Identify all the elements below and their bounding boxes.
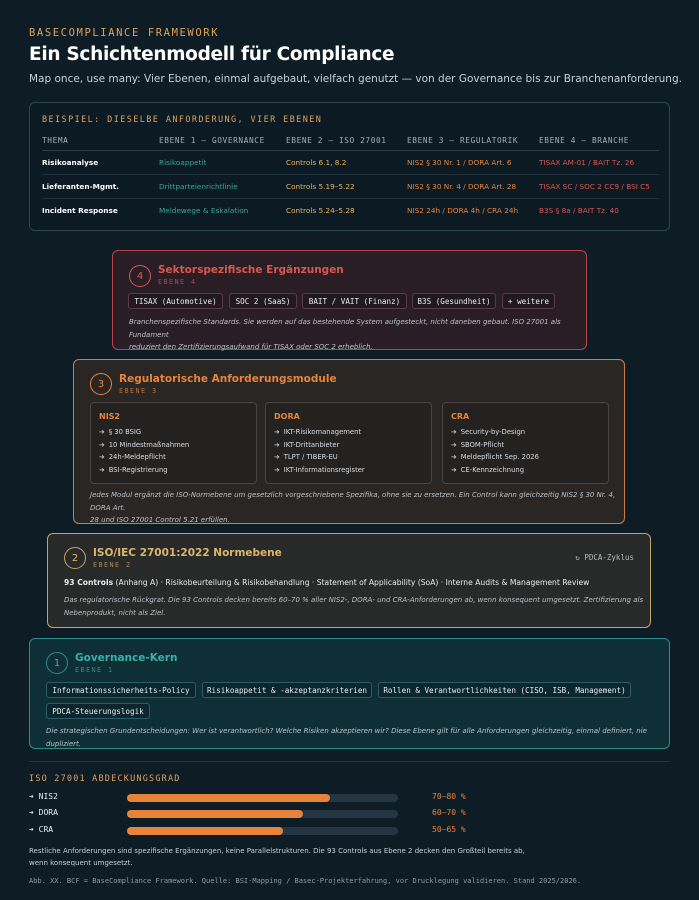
- list-item: ➔ § 30 BSIG: [99, 428, 142, 436]
- layer-number: 2: [64, 547, 86, 569]
- module-name: DORA: [274, 412, 300, 421]
- list-item: ➔ SBOM-Pflicht: [451, 440, 505, 449]
- module-dora: [265, 402, 432, 484]
- table-cell: NIS2 § 30 Nr. 1 / DORA Art. 6: [407, 150, 539, 174]
- table-cell: NIS2 § 30 Nr. 4 / DORA Art. 28: [407, 174, 539, 198]
- layer-description: Die strategischen Grundentscheidungen: Wer ist verantwortlich? Welche Risiken akzeptieren wir? Diese Ebene gilt für alle Anforderungen gleichzeitig, einmal definiert, nie dupliziert.: [46, 727, 647, 748]
- list-item: ➔ CE-Kennzeichnung: [451, 465, 525, 474]
- table-cell: Lieferanten-Mgmt.: [42, 174, 159, 198]
- coverage-label: ➔ DORA: [29, 808, 58, 817]
- module-list: [274, 428, 365, 478]
- table-cell: TISAX AM-01 / BAIT Tz. 26: [539, 150, 659, 174]
- arrow-icon: ➔: [99, 440, 105, 449]
- layer-1-card: [29, 638, 670, 749]
- coverage-label: ➔ CRA: [29, 825, 54, 834]
- arrow-icon: ➔: [451, 453, 457, 461]
- table-cell: Drittparteienrichtlinie: [159, 174, 286, 198]
- layer-description: [129, 316, 586, 354]
- example-title: BEISPIEL: DIESELBE ANFORDERUNG, VIER EBENEN: [42, 115, 323, 125]
- chip-soc2: SOC 2 (SaaS): [229, 293, 297, 309]
- layer-3-card: [73, 359, 625, 524]
- page-subtitle: Map once, use many: Vier Ebenen, einmal aufgebaut, vielfach genutzt — von der Governance bis zur Branchenanforderung.: [29, 73, 682, 85]
- coverage-fill: [127, 810, 303, 818]
- layer-4-card: [112, 250, 587, 350]
- layer-sub: EBENE 3: [119, 387, 158, 395]
- desc-line: Das regulatorische Rückgrat. Die 93 Controls decken bereits 60–70 % aller NIS2-, DORA- und CRA-Anforderungen ab, wenn konsequent umgesetzt. Zertifizierung als: [64, 596, 644, 604]
- chip-risk-appetite: Risikoappetit & -akzeptanzkriterien: [202, 682, 372, 698]
- layer-description: [64, 594, 643, 619]
- arrow-icon: ➔: [274, 440, 280, 449]
- arrow-icon: ➔: [29, 808, 34, 817]
- coverage-track: [127, 827, 398, 835]
- module-list: [451, 428, 539, 478]
- desc-line: Jedes Modul ergänzt die ISO-Normebene um gesetzlich vorgeschriebene Spezifika, ohne sie zu ersetzen. Ein Control kann gleichzeitig NIS2 § 30 Nr. 4, DORA Art.: [90, 491, 616, 512]
- table-cell: NIS2 24h / DORA 4h / CRA 24h: [407, 205, 519, 215]
- layer-sub: EBENE 1: [75, 666, 114, 674]
- arrow-icon: ➔: [29, 792, 34, 801]
- table-cell: Incident Response: [42, 205, 118, 215]
- table-row: [42, 198, 659, 222]
- figure-caption: Abb. XX. BCF = BaseCompliance Framework. Quelle: BSI-Mapping / Basec-Projekterfahrung, vor Drucklegung validieren. Stand 2025/2026.: [29, 877, 582, 885]
- layer-sub: EBENE 4: [158, 278, 197, 286]
- table-cell: Controls 5.24–5.28: [286, 205, 355, 215]
- module-name: NIS2: [99, 412, 120, 421]
- coverage-value: 70–80 %: [432, 792, 466, 801]
- list-item: ➔ Meldepflicht Sep. 2026: [451, 453, 539, 461]
- coverage-value: 60–70 %: [432, 808, 466, 817]
- coverage-fill: [127, 794, 330, 802]
- chip-roles: Rollen & Verantwortlichkeiten (CISO, ISB, Management): [378, 682, 631, 698]
- coverage-label: ➔ NIS2: [29, 792, 58, 801]
- controls-count: 93 Controls: [64, 578, 114, 587]
- module-name: CRA: [451, 412, 470, 421]
- table-cell: Meldewege & Eskalation: [159, 205, 249, 215]
- list-item: ➔ Security-by-Design: [451, 428, 526, 436]
- column-header: EBENE 4 — BRANCHE: [539, 132, 659, 150]
- layer-name: Regulatorische Anforderungsmodule: [119, 373, 337, 385]
- column-header: THEMA: [42, 132, 159, 150]
- coverage-note: Restliche Anforderungen sind spezifische Ergänzungen, keine Parallelstrukturen. Die 93 Controls aus Ebene 2 decken den Großteil bereits ab, wenn konsequent umgesetzt.: [29, 847, 525, 867]
- coverage-title: ISO 27001 ABDECKUNGSGRAD: [29, 774, 181, 784]
- table-cell: TISAX SC / SOC 2 CC9 / BSI C5: [539, 174, 659, 198]
- layer-2-card: [47, 533, 651, 628]
- table-cell: Risikoappetit: [159, 150, 286, 174]
- desc-line: Nebenprodukt, nicht als Ziel.: [64, 608, 166, 617]
- layer-name: Sektorspezifische Ergänzungen: [158, 264, 344, 276]
- desc-line: reduziert den Zertifizierungsaufwand für TISAX oder SOC 2 erheblich.: [129, 343, 373, 351]
- table-cell: B3S § 8a / BAIT Tz. 40: [539, 205, 619, 215]
- coverage-row-cra: [29, 825, 479, 837]
- chip-bait: BAIT / VAIT (Finanz): [302, 293, 407, 309]
- coverage-value: 50–65 %: [432, 825, 466, 834]
- layer-description: [90, 489, 624, 527]
- chip-tisax: TISAX (Automotive): [128, 293, 223, 309]
- example-panel: [29, 102, 670, 231]
- layer-sub: EBENE 2: [93, 561, 132, 569]
- desc-line: Branchenspezifische Standards. Sie werden auf das bestehende System aufgesteckt, nicht daneben gebaut. ISO 27001 als Fundament: [129, 318, 561, 339]
- chip-b3s: B3S (Gesundheit): [412, 293, 496, 309]
- table-row: [42, 174, 659, 198]
- list-item: ➔ IKT-Drittanbieter: [274, 440, 340, 449]
- chip-pdca: PDCA-Steuerungslogik: [46, 703, 150, 719]
- layer-number: 3: [90, 373, 112, 395]
- arrow-icon: ➔: [99, 453, 105, 461]
- table-cell: Controls 5.19–5.22: [286, 174, 407, 198]
- chip-policy: Informationssicherheits-Policy: [46, 682, 196, 698]
- column-header: EBENE 3 — REGULATORIK: [407, 132, 539, 150]
- arrow-icon: ➔: [451, 465, 457, 474]
- list-item: ➔ IKT-Informationsregister: [274, 465, 365, 474]
- layer-name: ISO/IEC 27001:2022 Normebene: [93, 547, 282, 559]
- column-header: EBENE 2 — ISO 27001: [286, 132, 407, 150]
- example-table: [42, 132, 659, 222]
- framework-kicker: BASECOMPLIANCE FRAMEWORK: [29, 27, 220, 39]
- layer-number: 1: [46, 652, 68, 674]
- arrow-icon: ➔: [274, 465, 280, 474]
- module-list: [99, 428, 189, 478]
- table-cell: Risikoanalyse: [42, 150, 159, 174]
- table-cell: Controls 6.1, 8.2: [286, 150, 407, 174]
- arrow-icon: ➔: [451, 428, 457, 436]
- module-nis2: [90, 402, 257, 484]
- module-cra: [442, 402, 609, 484]
- list-item: ➔ 10 Mindestmaßnahmen: [99, 440, 190, 449]
- arrow-icon: ➔: [451, 440, 457, 449]
- arrow-icon: ➔: [29, 825, 34, 834]
- layer-name: Governance-Kern: [75, 652, 178, 664]
- coverage-row-dora: [29, 808, 479, 820]
- column-header: EBENE 1 — GOVERNANCE: [159, 132, 286, 150]
- coverage-row-nis2: [29, 792, 479, 804]
- layer-summary: [64, 578, 589, 587]
- arrow-icon: ➔: [274, 428, 280, 436]
- arrow-icon: ➔: [99, 428, 105, 436]
- list-item: ➔ IKT-Risikomanagement: [274, 428, 362, 436]
- list-item: ➔ 24h-Meldepflicht: [99, 453, 166, 461]
- chip-more: + weitere: [502, 293, 555, 309]
- divider: [29, 761, 670, 762]
- arrow-icon: ➔: [99, 465, 105, 474]
- example-header-row: [42, 132, 659, 150]
- desc-line: 28 und ISO 27001 Control 5.21 erfüllen.: [90, 516, 230, 524]
- coverage-track: [127, 794, 398, 802]
- coverage-track: [127, 810, 398, 818]
- page-title: Ein Schichtenmodell für Compliance: [29, 44, 395, 65]
- list-item: ➔ TLPT / TIBER-EU: [274, 453, 338, 461]
- arrow-icon: ➔: [274, 453, 280, 461]
- list-item: ➔ BSI-Registrierung: [99, 465, 168, 474]
- coverage-fill: [127, 827, 283, 835]
- table-row: [42, 150, 659, 174]
- layer-number: 4: [129, 265, 151, 287]
- pdca-badge: ↻ PDCA-Zyklus: [575, 553, 634, 562]
- summary-text: (Anhang A) · Risikobeurteilung & Risikobehandlung · Statement of Applicability (SoA) · Interne Audits & Management Review: [113, 578, 590, 587]
